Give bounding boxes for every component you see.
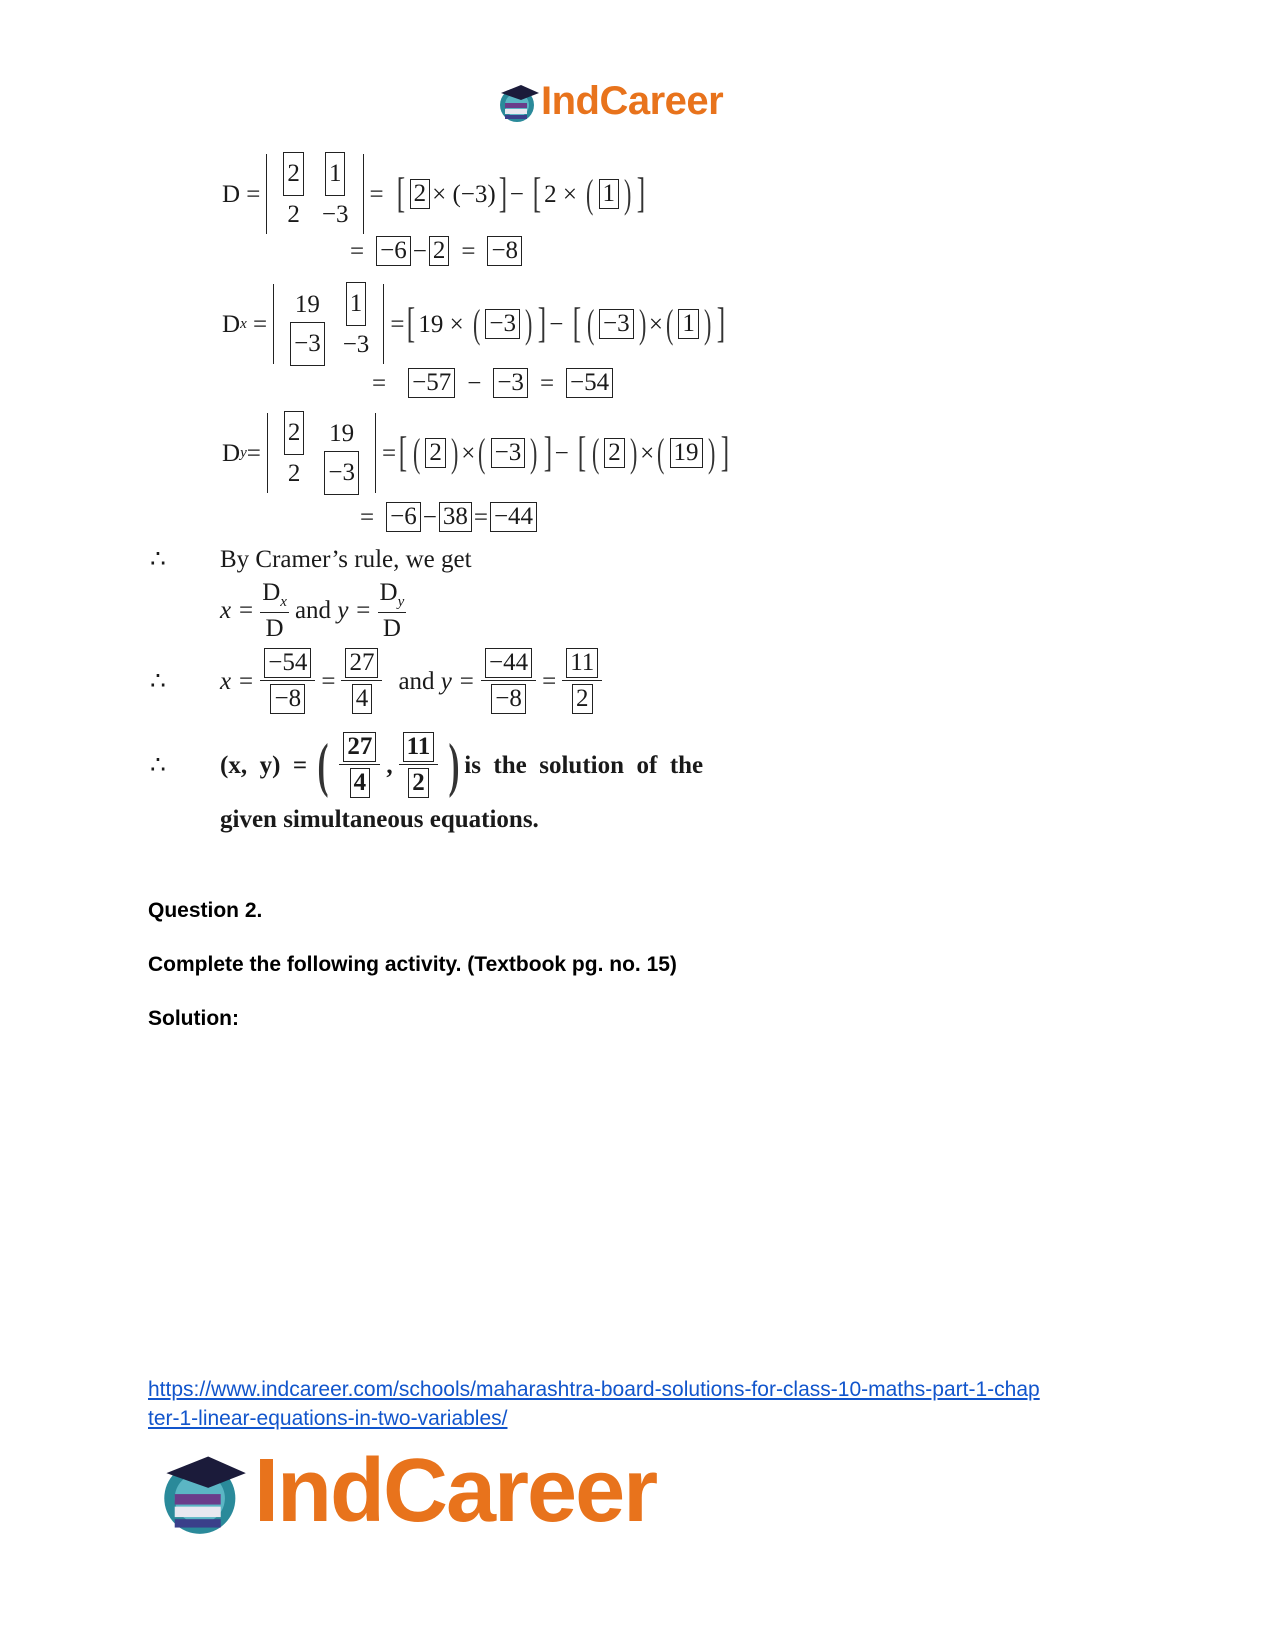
values-and: and (398, 667, 435, 695)
d-determinant-row: D = 2 2 1 −3 = [ 2 × (−3) ] − [ 2 × ( 1 ) ] (222, 154, 648, 234)
dy-expr-box4: 19 (670, 438, 703, 468)
y-den2: 2 (572, 684, 593, 714)
dx-res-minus: − (467, 369, 482, 397)
solution-label: Solution: (148, 1007, 239, 1030)
graduation-globe-icon (158, 1448, 250, 1536)
y-frac1 (481, 648, 536, 715)
dy-matrix (267, 413, 376, 493)
dy-expr-minus: − (554, 439, 569, 467)
d-expr-box: 2 (410, 179, 431, 209)
d-res-eq: = (350, 237, 365, 265)
logo-wordmark: IndCareer (541, 79, 724, 123)
d-res-value: −8 (487, 236, 522, 266)
d-res-minus: − (412, 237, 427, 265)
dy-expr-box1: 2 (425, 438, 446, 468)
solution-num1: 27 (343, 732, 376, 762)
d-res-b: 2 (429, 236, 450, 266)
dx-determinant-row: D x = 19 −3 1 −3 = [ 19 × ( −3 ) ] − [ ( −3 ) × ( 1 ) ] (222, 284, 728, 364)
dx-label: D (222, 310, 241, 338)
d-m12: 1 (325, 152, 346, 196)
formula-den1: D (265, 614, 284, 642)
dy-res-eq: = (360, 503, 375, 531)
solution-xy: (x, y) (220, 751, 281, 779)
question-prompt: Complete the following activity. (Textbook pg. no. 15) (148, 953, 677, 976)
dy-m21: 2 (287, 459, 301, 487)
d-matrix (266, 154, 363, 234)
dx-res-eq2: = (539, 369, 555, 397)
solution-den1: 4 (350, 768, 371, 798)
dy-expr-box2: −3 (491, 438, 526, 468)
x-frac1 (260, 648, 315, 715)
dx-res-a: −57 (408, 368, 455, 398)
dx-eq: = (252, 310, 268, 338)
source-link[interactable] (148, 1375, 1040, 1433)
y-num2: 11 (566, 648, 598, 678)
x-den1: −8 (270, 684, 305, 714)
dy-res-minus: − (422, 503, 437, 531)
dy-eq: = (246, 439, 261, 467)
source-link-line1[interactable]: https://www.indcareer.com/schools/maharashtra-board-solutions-for-class-10-maths-part-1-chap (148, 1378, 1040, 1401)
d-label: D = (222, 180, 261, 208)
cramer-text: By Cramer’s rule, we get (220, 545, 472, 573)
dx-expr-times: × (648, 310, 664, 338)
dx-m22: −3 (342, 330, 370, 358)
cramer-row (150, 544, 472, 574)
solution-eq: = (292, 751, 308, 779)
dy-res-eq2: = (473, 503, 488, 531)
dy-expr-times: × (461, 439, 476, 467)
dy-m11: 2 (284, 411, 305, 455)
question-title: Question 2. (148, 899, 263, 922)
dy-result-row (360, 502, 539, 532)
solution-tail: is the solution of the (464, 751, 704, 779)
values-y: y = (440, 667, 476, 695)
therefore-symbol: ∴ (150, 667, 166, 695)
formula-y: y = (337, 596, 372, 624)
formula-dy-frac (378, 580, 407, 641)
x-num2: 27 (345, 648, 378, 678)
dx-expr-term: 19 × (418, 310, 464, 338)
formula-dy: D (379, 578, 398, 606)
dx-expr-box2: −3 (599, 309, 634, 339)
dy-res-a: −6 (386, 502, 421, 532)
values-eq1: = (321, 667, 336, 695)
dy-sub: y (240, 444, 247, 461)
dy-expr-box3: 2 (604, 438, 625, 468)
y-num1: −44 (485, 648, 532, 678)
dy-expr-times2: × (640, 439, 655, 467)
dy-res-b: 38 (439, 502, 472, 532)
d-res-a: −6 (376, 236, 411, 266)
d-m11: 2 (283, 152, 304, 196)
dx-res-eq: = (372, 369, 387, 397)
dy-determinant-row: D y = 2 2 19 −3 = [ ( 2 ) × ( −3 ) ] − [ ( 2 ) × ( 19 ) ] (222, 413, 732, 493)
dx-m11: 19 (294, 290, 320, 318)
formula-dx: D (262, 578, 281, 606)
x-den2: 4 (352, 684, 373, 714)
solution-comma: , (386, 751, 393, 779)
dx-m12: 1 (346, 282, 367, 326)
values-row (150, 647, 608, 715)
dy-label: D (222, 439, 241, 467)
dx-expr-minus: − (549, 310, 564, 338)
formula-dx-frac (260, 580, 289, 641)
dy-res-value: −44 (490, 502, 537, 532)
dx-expr-box3: 1 (678, 309, 699, 339)
values-x: x = (220, 667, 255, 695)
formula-x: x = (220, 596, 255, 624)
d-expr-minus: − (509, 180, 524, 208)
d-result-row (350, 236, 524, 266)
formula-dx-sub: x (280, 593, 287, 610)
dx-expr-box1: −3 (485, 309, 520, 339)
formula-den2: D (382, 614, 401, 642)
solution-line2 (220, 804, 539, 834)
solution-row: ∴ (x, y) = ( $\frac{27}{4}$ , $\frac{11}{2}$ ) is the solution of the (150, 732, 704, 798)
d-m21: 2 (287, 200, 300, 228)
solution-frac2 (399, 732, 439, 799)
d-m22: −3 (321, 200, 349, 228)
d-expr-box2: 1 (599, 179, 620, 209)
therefore-symbol: ∴ (150, 545, 166, 573)
d-expr-term: 2 × (544, 180, 577, 208)
dx-res-b: −3 (493, 368, 528, 398)
x-num1: −54 (264, 648, 311, 678)
source-link-line2[interactable]: ter-1-linear-equations-in-two-variables/ (148, 1407, 508, 1430)
d-res-eq2: = (461, 237, 476, 265)
dx-m21: −3 (290, 322, 325, 366)
indcareer-logo-bottom (158, 1440, 656, 1543)
y-den1: −8 (491, 684, 526, 714)
values-eq2: = (542, 667, 557, 695)
x-frac2 (341, 648, 382, 715)
d-expr-val: (−3) (452, 180, 496, 208)
indcareer-logo-top (497, 79, 723, 124)
solution-line2-text: given simultaneous equations. (220, 805, 539, 833)
solution-frac1 (339, 732, 380, 799)
solution-num2: 11 (403, 732, 435, 762)
therefore-symbol: ∴ (150, 751, 166, 779)
dy-m12: 19 (329, 419, 355, 447)
d-expr-op: × (432, 180, 447, 208)
solution-den2: 2 (408, 768, 429, 798)
graduation-globe-icon (497, 81, 541, 123)
formula-and: and (294, 596, 332, 624)
dx-res-value: −54 (566, 368, 613, 398)
formula-row (220, 578, 412, 642)
formula-dy-sub: y (397, 593, 405, 610)
logo-wordmark: IndCareer (254, 1441, 657, 1541)
dx-result-row (372, 368, 615, 398)
y-frac2 (562, 648, 602, 715)
dy-m22: −3 (324, 451, 359, 495)
dx-sub: x (240, 315, 247, 332)
dx-matrix (273, 284, 384, 364)
